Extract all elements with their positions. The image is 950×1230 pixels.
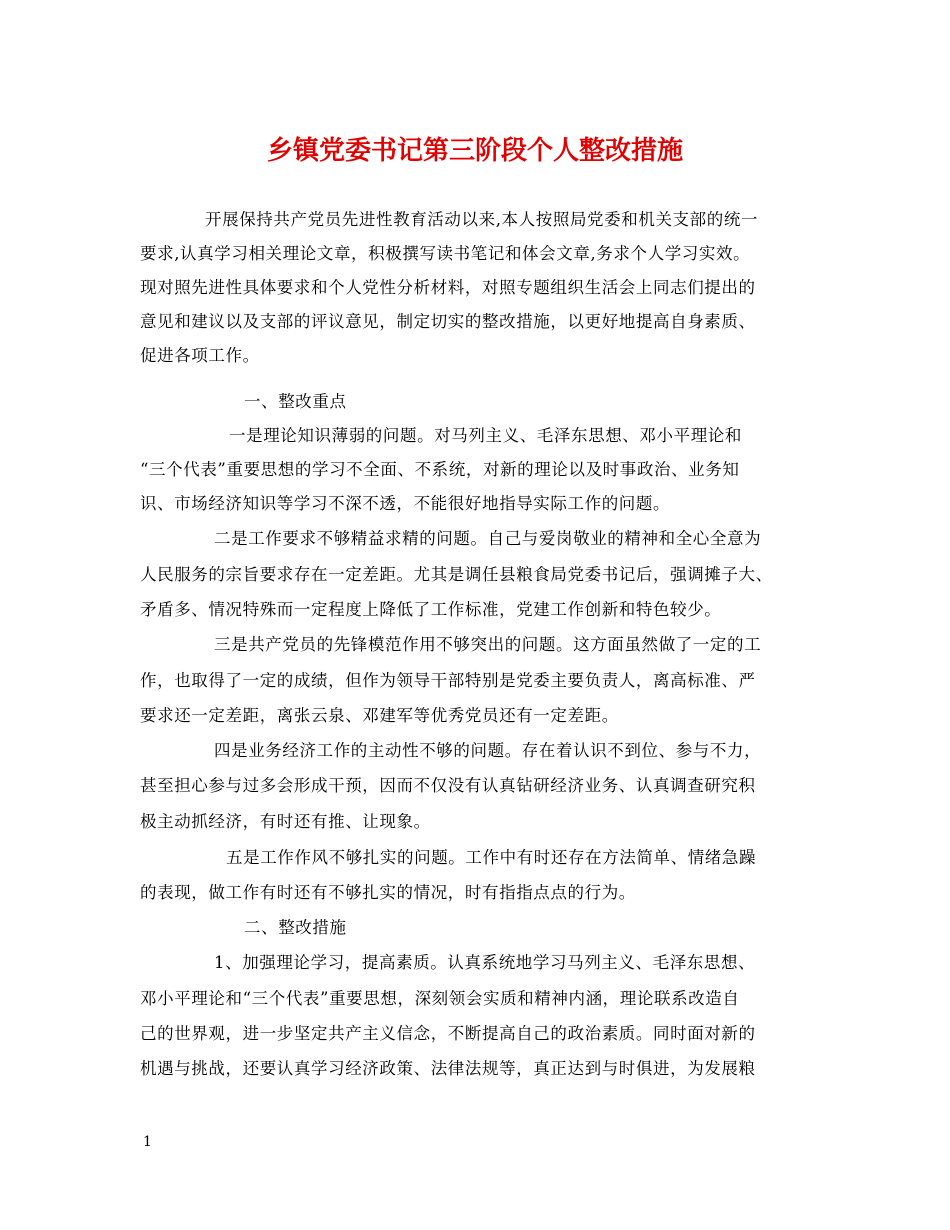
paragraph-line: 要求还一定差距，离张云泉、邓建军等优秀党员还有一定差距。 <box>140 706 619 725</box>
paragraph-line: 机遇与挑战，还要认真学习经济政策、法律法规等，真正达到与时俱进，为发展粮 <box>140 1059 756 1078</box>
section-heading: 二、整改措施 <box>244 918 347 937</box>
paragraph-line: 的表现，做工作有时还有不够扎实的情况，时有指指点点的行为。 <box>140 883 636 902</box>
paragraph-line: 现对照先进性具体要求和个人党性分析材料，对照专题组织生活会上同志们提出的 <box>140 278 756 297</box>
paragraph-line: “三个代表”重要思想的学习不全面、不系统，对新的理论以及时事政治、业务知 <box>140 460 740 479</box>
paragraph-line: 作，也取得了一定的成绩，但作为领导干部特别是党委主要负责人，离高标准、严 <box>140 671 756 690</box>
paragraph-line: 邓小平理论和“三个代表”重要思想，深刻领会实质和精神内涵，理论联系改造自 <box>140 989 740 1008</box>
paragraph-line: 己的世界观，进一步坚定共产主义信念，不断提高自己的政治素质。同时面对新的 <box>140 1024 756 1043</box>
document-title: 乡镇党委书记第三阶段个人整改措施 <box>266 136 683 166</box>
page-number: 1 <box>143 1134 152 1150</box>
paragraph-line: 开展保持共产党员先进性教育活动以来,本人按照局党委和机关支部的统一 <box>205 210 759 229</box>
paragraph-line: 意见和建议以及支部的评议意见，制定切实的整改措施，以更好地提高自身素质、 <box>140 312 756 331</box>
paragraph-line: 二是工作要求不够精益求精的问题。自己与爱岗敬业的精神和全心全意为 <box>214 529 762 548</box>
paragraph-line: 识、市场经济知识等学习不深不透，不能很好地指导实际工作的问题。 <box>140 494 671 513</box>
paragraph-line: 极主动抓经济，有时还有推、让现象。 <box>140 812 431 831</box>
paragraph-line: 1、加强理论学习，提高素质。认真系统地学习马列主义、毛泽东思想、 <box>214 953 756 972</box>
paragraph-line: 人民服务的宗旨要求存在一定差距。尤其是调任县粮食局党委书记后，强调摊子大、 <box>140 565 773 584</box>
paragraph-line: 五是工作作风不够扎实的问题。工作中有时还存在方法简单、情绪急躁 <box>226 848 757 867</box>
paragraph-line: 要求,认真学习相关理论文章，积极撰写读书笔记和体会文章,务求个人学习实效。 <box>140 244 751 263</box>
paragraph-line: 四是业务经济工作的主动性不够的问题。存在着认识不到位、参与不力， <box>214 741 762 760</box>
paragraph-line: 矛盾多、情况特殊而一定程度上降低了工作标准，党建工作创新和特色较少。 <box>140 600 722 619</box>
paragraph-line: 一是理论知识薄弱的问题。对马列主义、毛泽东思想、邓小平理论和 <box>229 426 742 445</box>
section-heading: 一、整改重点 <box>244 392 347 411</box>
paragraph-line: 促进各项工作。 <box>140 346 260 365</box>
paragraph-line: 三是共产党员的先锋模范作用不够突出的问题。这方面虽然做了一定的工 <box>214 635 762 654</box>
paragraph-line: 甚至担心参与过多会形成干预，因而不仅没有认真钻研经济业务、认真调查研究积 <box>140 776 756 795</box>
